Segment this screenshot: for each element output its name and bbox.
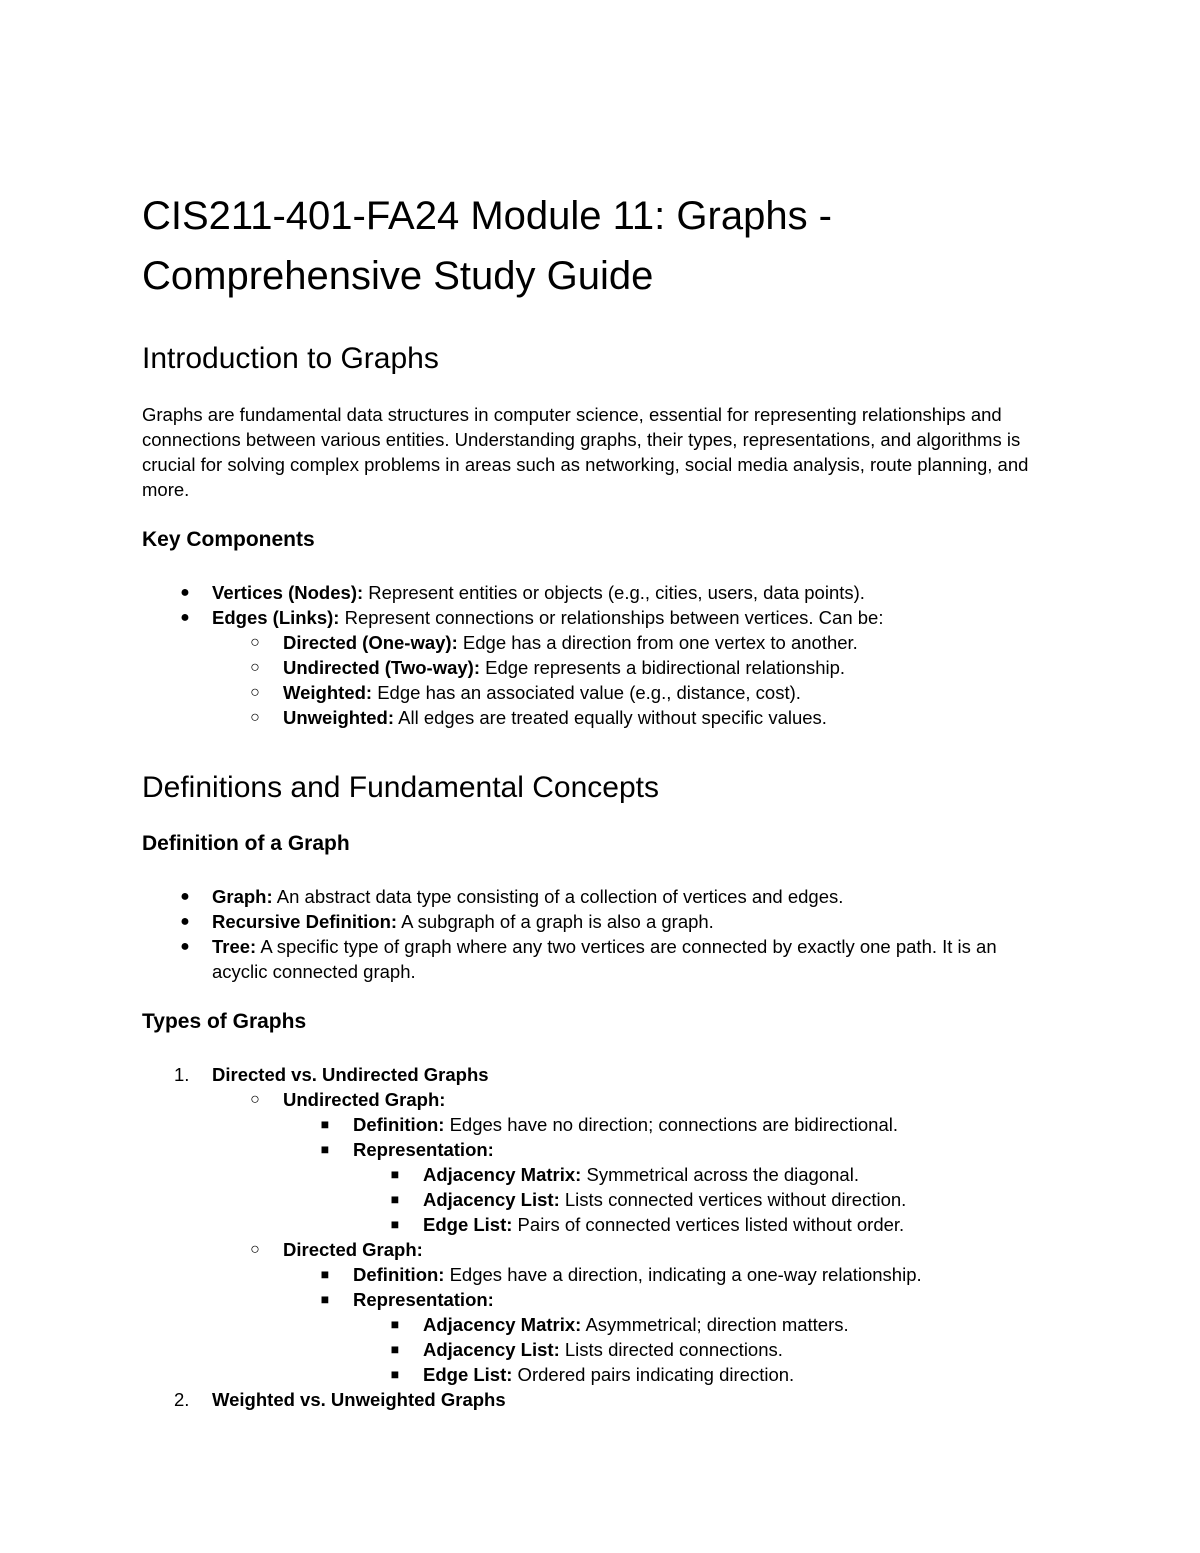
list-item-representation-type: ■ Adjacency Matrix: Symmetrical across the diagonal.: [142, 1162, 1042, 1187]
list-item-edge-type: ○ Directed (One-way): Edge has a direction from one vertex to another.: [142, 630, 1042, 655]
list-item-edges: ● Edges (Links): Represent connections or relationships between vertices. Can be:: [142, 605, 1042, 630]
definitions-list: [142, 884, 1042, 984]
section-heading-introduction: Introduction to Graphs: [142, 342, 439, 375]
list-item-representation: ■ Representation:: [142, 1287, 1042, 1312]
circle-bullet-icon: ○: [250, 1091, 260, 1108]
circle-bullet-icon: ○: [250, 634, 260, 651]
list-item-representation-type: ■ Edge List: Pairs of connected vertices listed without order.: [142, 1212, 1042, 1237]
list-item-definition: ● Tree: A specific type of graph where any two vertices are connected by exactly one path. It is an acyclic connected graph.: [142, 934, 1042, 984]
square-bullet-icon: ■: [320, 1116, 330, 1132]
list-item-edge-type: ○ Weighted: Edge has an associated value (e.g., distance, cost).: [142, 680, 1042, 705]
square-bullet-icon: ■: [390, 1316, 400, 1332]
bullet-icon: ●: [180, 888, 190, 905]
list-item-representation-type: ■ Adjacency List: Lists connected vertices without direction.: [142, 1187, 1042, 1212]
square-bullet-icon: ■: [390, 1191, 400, 1207]
square-bullet-icon: ■: [390, 1216, 400, 1232]
list-item-definition: ● Recursive Definition: A subgraph of a graph is also a graph.: [142, 909, 1042, 934]
list-item-representation-type: ■ Adjacency List: Lists directed connections.: [142, 1337, 1042, 1362]
document-content: [142, 186, 1042, 1412]
list-item-definition: ■ Definition: Edges have a direction, indicating a one-way relationship.: [142, 1262, 1042, 1287]
numbered-item-weighted-unweighted: 2. Weighted vs. Unweighted Graphs: [174, 1389, 506, 1410]
subheading-types-of-graphs: Types of Graphs: [142, 1010, 307, 1033]
square-bullet-icon: ■: [390, 1166, 400, 1182]
bullet-icon: ●: [180, 584, 190, 601]
bullet-icon: ●: [180, 609, 190, 626]
circle-bullet-icon: ○: [250, 684, 260, 701]
list-item-directed-graph: ○ Directed Graph:: [142, 1237, 1042, 1262]
circle-bullet-icon: ○: [250, 1241, 260, 1258]
bullet-icon: ●: [180, 913, 190, 930]
types-list: [142, 1062, 1042, 1412]
square-bullet-icon: ■: [320, 1266, 330, 1282]
page-title: CIS211-401-FA24 Module 11: Graphs - Comprehensive Study Guide: [142, 194, 832, 298]
square-bullet-icon: ■: [320, 1291, 330, 1307]
bullet-icon: ●: [180, 938, 190, 955]
list-item-representation: ■ Representation:: [142, 1137, 1042, 1162]
circle-bullet-icon: ○: [250, 709, 260, 726]
circle-bullet-icon: ○: [250, 659, 260, 676]
list-item-vertices: ● Vertices (Nodes): Represent entities or objects (e.g., cities, users, data points).: [142, 580, 1042, 605]
list-item-representation-type: ■ Edge List: Ordered pairs indicating direction.: [142, 1362, 1042, 1387]
subheading-definition-of-graph: Definition of a Graph: [142, 832, 350, 855]
list-item-definition: ■ Definition: Edges have no direction; connections are bidirectional.: [142, 1112, 1042, 1137]
list-item-representation-type: ■ Adjacency Matrix: Asymmetrical; direction matters.: [142, 1312, 1042, 1337]
square-bullet-icon: ■: [390, 1341, 400, 1357]
intro-paragraph: Graphs are fundamental data structures in computer science, essential for representing relationships and connections between various entities. Understanding graphs, their types, representations, and algorithms is crucial for solving complex problems in areas such as networking, social media analysis, route planning, and more.: [142, 404, 1029, 500]
subheading-key-components: Key Components: [142, 528, 315, 551]
list-item-undirected-graph: ○ Undirected Graph:: [142, 1087, 1042, 1112]
section-heading-definitions: Definitions and Fundamental Concepts: [142, 771, 659, 804]
square-bullet-icon: ■: [320, 1141, 330, 1157]
numbered-item-directed-undirected: 1. Directed vs. Undirected Graphs: [174, 1064, 489, 1085]
key-components-list: [142, 580, 1042, 730]
square-bullet-icon: ■: [390, 1366, 400, 1382]
list-item-edge-type: ○ Unweighted: All edges are treated equally without specific values.: [142, 705, 1042, 730]
list-item-definition: ● Graph: An abstract data type consisting of a collection of vertices and edges.: [142, 884, 1042, 909]
list-item-edge-type: ○ Undirected (Two-way): Edge represents a bidirectional relationship.: [142, 655, 1042, 680]
